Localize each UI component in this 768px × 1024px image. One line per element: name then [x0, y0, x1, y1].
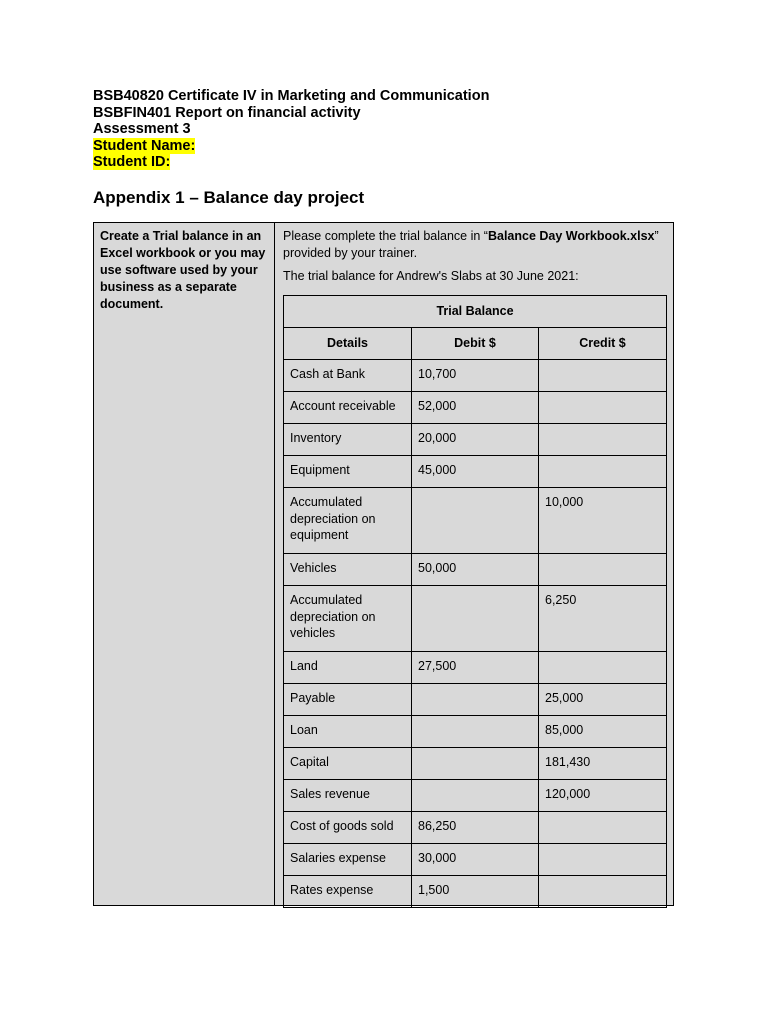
cell-details: Cash at Bank [284, 360, 412, 392]
cell-debit: 52,000 [412, 392, 539, 424]
cell-credit [539, 844, 667, 876]
cell-details: Cost of goods sold [284, 812, 412, 844]
cell-details: Equipment [284, 456, 412, 488]
cell-details: Sales revenue [284, 780, 412, 812]
column-header-details: Details [284, 328, 412, 360]
cell-credit [539, 554, 667, 586]
table-row [284, 780, 667, 812]
student-id-label: Student ID: [93, 154, 171, 170]
student-name-label: Student Name: [93, 137, 196, 154]
cell-debit: 1,500 [412, 876, 539, 908]
cell-credit [539, 392, 667, 424]
project-table [93, 222, 674, 906]
table-row [284, 684, 667, 716]
document-header [93, 88, 489, 171]
intro-text: Please complete the trial balance in “Balance Day Workbook.xlsx” provided by your trainer. The trial balance for Andrew's Slabs at 30 June 2021: [283, 228, 663, 285]
table-row [284, 652, 667, 684]
table-row [284, 456, 667, 488]
trial-balance-title: Trial Balance [284, 296, 667, 328]
cell-debit [412, 780, 539, 812]
cell-debit: 20,000 [412, 424, 539, 456]
table-row [284, 716, 667, 748]
trial-balance-table [283, 295, 667, 908]
cell-details: Capital [284, 748, 412, 780]
cell-debit: 30,000 [412, 844, 539, 876]
cell-details: Vehicles [284, 554, 412, 586]
cell-debit: 50,000 [412, 554, 539, 586]
cell-details: Account receivable [284, 392, 412, 424]
table-row [284, 554, 667, 586]
table-row [284, 844, 667, 876]
cell-details: Rates expense [284, 876, 412, 908]
appendix-heading: Appendix 1 – Balance day project [93, 188, 365, 207]
cell-debit [412, 488, 539, 554]
cell-debit: 86,250 [412, 812, 539, 844]
column-header-credit: Credit $ [539, 328, 667, 360]
cell-details: Accumulated depreciation on vehicles [284, 586, 412, 652]
cell-credit: 120,000 [539, 780, 667, 812]
cell-details: Land [284, 652, 412, 684]
table-row [284, 392, 667, 424]
cell-credit: 6,250 [539, 586, 667, 652]
cell-debit [412, 716, 539, 748]
course-title: BSB40820 Certificate IV in Marketing and Communication [93, 88, 490, 104]
cell-credit: 25,000 [539, 684, 667, 716]
table-row [284, 360, 667, 392]
cell-credit [539, 424, 667, 456]
instructions-cell: Create a Trial balance in an Excel workbook or you may use software used by your business as a separate document. [94, 223, 275, 905]
cell-credit: 181,430 [539, 748, 667, 780]
cell-credit: 10,000 [539, 488, 667, 554]
cell-credit [539, 652, 667, 684]
cell-debit [412, 684, 539, 716]
cell-details: Inventory [284, 424, 412, 456]
table-row [284, 876, 667, 908]
cell-details: Payable [284, 684, 412, 716]
column-header-debit: Debit $ [412, 328, 539, 360]
assessment-label: Assessment 3 [93, 121, 191, 137]
cell-debit: 10,700 [412, 360, 539, 392]
table-row [284, 748, 667, 780]
workbook-filename: Balance Day Workbook.xlsx [487, 229, 655, 243]
cell-credit [539, 360, 667, 392]
trial-balance-caption: The trial balance for Andrew's Slabs at 30 June 2021: [283, 269, 579, 283]
table-row [284, 424, 667, 456]
cell-details: Salaries expense [284, 844, 412, 876]
cell-debit [412, 748, 539, 780]
table-row [284, 488, 667, 554]
cell-credit: 85,000 [539, 716, 667, 748]
cell-debit: 27,500 [412, 652, 539, 684]
cell-details: Accumulated depreciation on equipment [284, 488, 412, 554]
table-row [284, 586, 667, 652]
unit-title: BSBFIN401 Report on financial activity [93, 104, 361, 121]
cell-credit [539, 876, 667, 908]
table-row [284, 812, 667, 844]
cell-debit: 45,000 [412, 456, 539, 488]
cell-details: Loan [284, 716, 412, 748]
content-cell [276, 223, 673, 905]
cell-debit [412, 586, 539, 652]
cell-credit [539, 812, 667, 844]
cell-credit [539, 456, 667, 488]
